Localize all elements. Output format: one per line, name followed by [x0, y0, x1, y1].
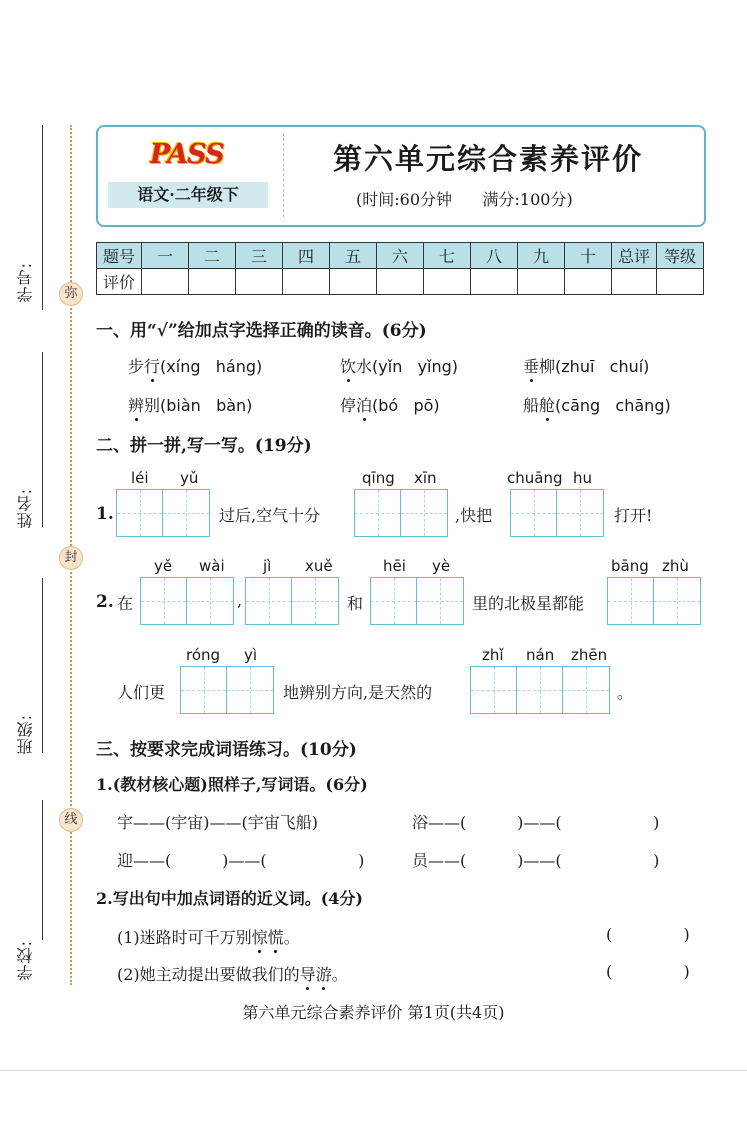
word-exercise[interactable]: 迎——( )——( ) — [117, 851, 365, 870]
subject-label: 语文·二年级下 — [108, 182, 268, 208]
pinyin: zhēn — [571, 646, 608, 664]
page-footer: 第六单元综合素养评价 第1页(共4页) — [242, 1003, 505, 1022]
column-header: 七 — [424, 243, 471, 269]
answer-blank[interactable]: ( ) — [606, 962, 690, 981]
pinyin: yè — [432, 557, 451, 575]
score-cell[interactable] — [657, 269, 704, 295]
question-number: 1. — [96, 504, 114, 524]
word-exercise[interactable]: 员——( )——( ) — [412, 851, 660, 870]
pinyin: róng — [186, 646, 221, 664]
time-info: (时间:60分钟 满分:100分) — [356, 190, 573, 209]
sentence-text: 过后,空气十分 — [219, 506, 321, 525]
sentence-text: ,快把 — [455, 506, 493, 525]
reading-item: 饮水(yǐn yǐng) — [340, 354, 458, 377]
table-row-label: 题号 — [97, 243, 142, 269]
column-header: 六 — [377, 243, 424, 269]
pinyin: hu — [573, 469, 593, 487]
writing-grid[interactable] — [607, 577, 701, 625]
sentence-text: 人们更 — [117, 683, 166, 702]
word-exercise[interactable]: 浴——( )——( ) — [412, 813, 660, 832]
reading-item: 步行(xíng háng) — [128, 354, 262, 377]
sentence-text: 在 — [117, 594, 134, 613]
score-cell[interactable] — [424, 269, 471, 295]
score-cell[interactable] — [189, 269, 236, 295]
pinyin: chuāng — [507, 469, 563, 487]
column-header: 十 — [565, 243, 612, 269]
word-example: 宇——(宇宙)——(宇宙飞船) — [117, 813, 318, 832]
pinyin: xīn — [414, 469, 437, 487]
writing-grid[interactable] — [116, 489, 210, 537]
column-header: 五 — [330, 243, 377, 269]
synonym-item: (2)她主动提出要做我们的导游。 — [117, 962, 348, 985]
margin-rule — [42, 578, 43, 753]
pinyin: léi — [131, 469, 149, 487]
sentence-text: 。 — [617, 683, 634, 702]
margin-rule — [42, 125, 43, 310]
score-cell[interactable] — [565, 269, 612, 295]
section1-heading: 一、用“√”给加点字选择正确的读音。(6分) — [96, 321, 427, 341]
reading-item: 停泊(bó pō) — [340, 393, 440, 416]
pinyin: wài — [199, 557, 225, 575]
page-title: 第六单元综合素养评价 — [333, 142, 644, 176]
writing-grid[interactable] — [470, 666, 610, 714]
writing-grid[interactable] — [510, 489, 604, 537]
reading-item: 辨别(biàn bàn) — [128, 393, 252, 416]
question-title: 1.(教材核心题)照样子,写词语。(6分) — [96, 775, 368, 794]
sentence-text: , — [237, 591, 243, 610]
synonym-item: (1)迷路时可千万别惊慌。 — [117, 925, 300, 948]
score-cell[interactable] — [330, 269, 377, 295]
name-label: 姓名: — [16, 488, 35, 529]
score-cell[interactable] — [142, 269, 189, 295]
score-cell[interactable] — [471, 269, 518, 295]
writing-grid[interactable] — [245, 577, 339, 625]
column-header: 二 — [189, 243, 236, 269]
writing-grid[interactable] — [370, 577, 464, 625]
column-header: 四 — [283, 243, 330, 269]
column-header: 八 — [471, 243, 518, 269]
sentence-text: 打开! — [614, 506, 653, 525]
school-label: 学校: — [16, 940, 35, 981]
writing-grid[interactable] — [140, 577, 234, 625]
seal-mark: 线 — [59, 808, 83, 832]
reading-item: 垂柳(zhuī chuí) — [523, 354, 649, 377]
score-cell[interactable] — [377, 269, 424, 295]
pinyin-options[interactable]: (cāng chāng) — [555, 396, 671, 415]
section3-heading: 三、按要求完成词语练习。(10分) — [96, 740, 357, 760]
bottom-rule — [0, 1070, 747, 1071]
pinyin: yì — [244, 646, 258, 664]
pinyin: zhù — [662, 557, 689, 575]
pinyin: yě — [154, 557, 173, 575]
pinyin: zhǐ — [482, 646, 504, 664]
answer-blank[interactable]: ( ) — [606, 925, 690, 944]
score-table — [96, 242, 704, 295]
pinyin-options[interactable]: (bó pō) — [372, 396, 440, 415]
pinyin-options[interactable]: (zhuī chuí) — [555, 357, 650, 376]
column-header: 一 — [142, 243, 189, 269]
score-cell[interactable] — [236, 269, 283, 295]
pinyin-options[interactable]: (xíng háng) — [160, 357, 263, 376]
question-title: 2.写出句中加点词语的近义词。(4分) — [96, 889, 363, 908]
writing-grid[interactable] — [354, 489, 448, 537]
student-id-label: 学号: — [16, 262, 35, 303]
column-header: 总评 — [612, 243, 657, 269]
pinyin: yǔ — [180, 469, 199, 487]
column-header: 三 — [236, 243, 283, 269]
column-header: 等级 — [657, 243, 704, 269]
class-label: 班级: — [16, 714, 35, 755]
question-number: 2. — [96, 592, 114, 612]
score-cell[interactable] — [518, 269, 565, 295]
sentence-text: 里的北极星都能 — [472, 594, 585, 613]
pass-logo: PASS — [150, 139, 224, 170]
column-header: 九 — [518, 243, 565, 269]
pinyin: xuě — [305, 557, 333, 575]
header-divider — [283, 133, 284, 217]
pinyin: bāng — [611, 557, 649, 575]
margin-rule — [42, 800, 43, 940]
pinyin-options[interactable]: (biàn bàn) — [160, 396, 253, 415]
reading-item: 船舱(cāng chāng) — [523, 393, 671, 416]
writing-grid[interactable] — [180, 666, 274, 714]
seal-mark: 封 — [59, 546, 83, 570]
sentence-text: 和 — [347, 594, 364, 613]
score-cell[interactable] — [283, 269, 330, 295]
pinyin: qīng — [362, 469, 395, 487]
score-cell[interactable] — [612, 269, 657, 295]
section2-heading: 二、拼一拼,写一写。(19分) — [96, 436, 312, 456]
table-row-label: 评价 — [97, 269, 142, 295]
margin-rule — [42, 352, 43, 527]
pinyin: hēi — [383, 557, 406, 575]
pinyin: nán — [526, 646, 555, 664]
sentence-text: 地辨别方向,是天然的 — [283, 683, 433, 702]
pinyin-options[interactable]: (yǐn yǐng) — [372, 357, 459, 376]
seal-mark: 弥 — [59, 282, 83, 306]
header-box — [96, 125, 706, 227]
pinyin: jì — [263, 557, 272, 575]
